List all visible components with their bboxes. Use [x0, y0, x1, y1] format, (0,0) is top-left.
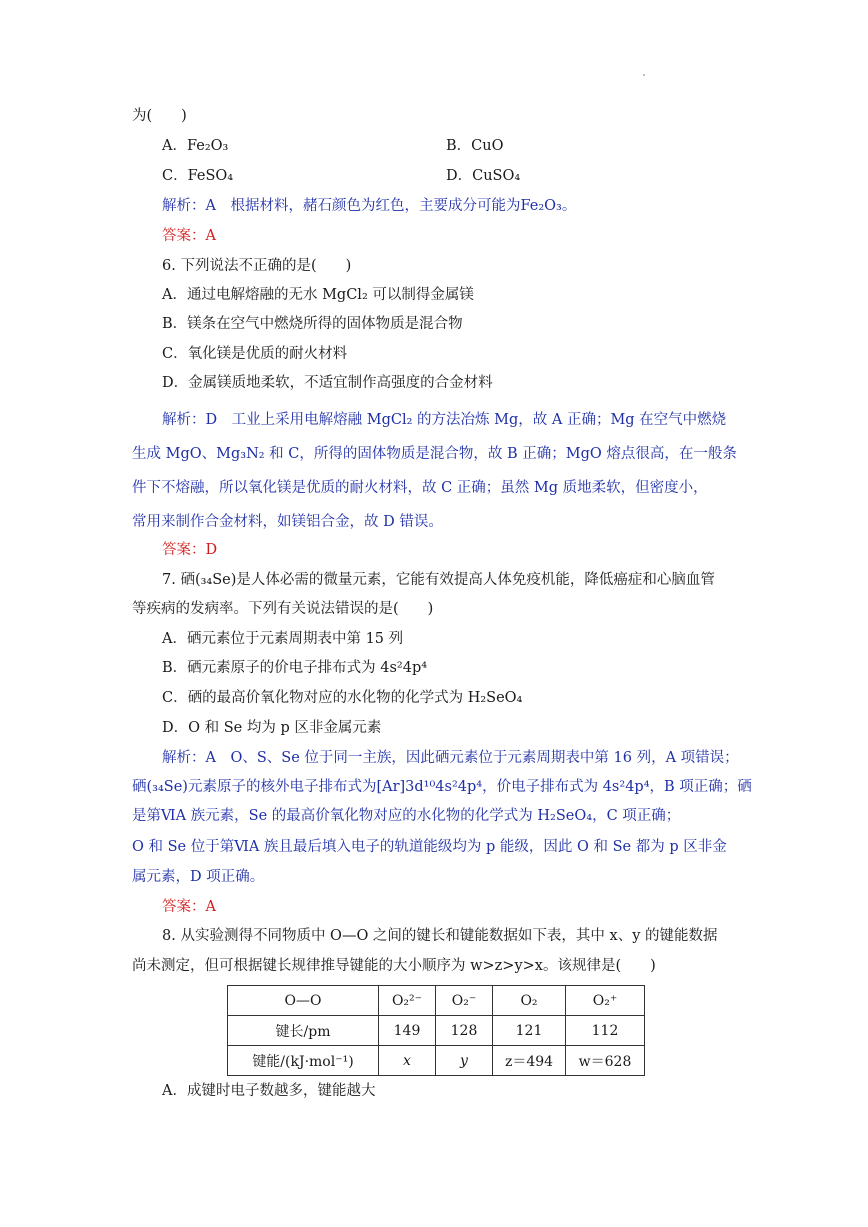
- table-cell: 键长/pm: [228, 1016, 379, 1046]
- q5-answer: 答案：A: [162, 228, 216, 244]
- q5-option-a: A．Fe₂O₃: [162, 138, 229, 154]
- page-mark: [643, 74, 645, 76]
- q7-analysis-line-1: 解析：A O、S、Se 位于同一主族，因此硒元素位于元素周期表中第 16 列，A 项错误；: [162, 750, 739, 766]
- table-cell: w＝628: [566, 1046, 645, 1076]
- table-cell: O—O: [228, 986, 379, 1016]
- q7-analysis-line-4: O 和 Se 位于第ⅥA 族且最后填入电子的轨道能级均为 p 能级，因此 O 和 Se 都为 p 区非金: [132, 839, 727, 855]
- table-cell: 112: [566, 1016, 645, 1046]
- q6-analysis-line-4: 常用来制作合金材料，如镁铝合金，故 D 错误。: [132, 514, 443, 530]
- q7-stem-line-2: 等疾病的发病率。下列有关说法错误的是( ): [132, 601, 434, 617]
- bond-data-table: [227, 985, 645, 1076]
- q6-analysis-line-3: 件下不熔融，所以氧化镁是优质的耐火材料，故 C 正确；虽然 Mg 质地柔软，但密度小，: [132, 480, 708, 496]
- q6-analysis-line-2: 生成 MgO、Mg₃N₂ 和 C，所得的固体物质是混合物，故 B 正确；MgO 熔点很高，在一般条: [132, 446, 737, 462]
- table-cell: 121: [493, 1016, 566, 1046]
- table-cell: O₂⁺: [566, 986, 645, 1016]
- q6-stem: 6. 下列说法不正确的是( ): [162, 258, 352, 274]
- q7-analysis-line-2: 硒(₃₄Se)元素原子的核外电子排布式为[Ar]3d¹⁰4s²4p⁴，价电子排布式为 4s²4p⁴，B 项正确；硒: [132, 779, 752, 795]
- q5-option-c: C．FeSO₄: [162, 168, 234, 184]
- q6-analysis-line-1: 解析：D 工业上采用电解熔融 MgCl₂ 的方法冶炼 Mg，故 A 正确；Mg 在空气中燃烧: [162, 412, 727, 428]
- table-cell: z＝494: [493, 1046, 566, 1076]
- q7-option-d: D．O 和 Se 均为 p 区非金属元素: [162, 720, 382, 736]
- q8-stem-line-1: 8. 从实验测得不同物质中 O—O 之间的键长和键能数据如下表，其中 x、y 的键能数据: [162, 928, 718, 944]
- q7-answer: 答案：A: [162, 899, 216, 915]
- table-cell: 149: [379, 1016, 436, 1046]
- table-cell: O₂²⁻: [379, 986, 436, 1016]
- table-cell: 128: [436, 1016, 493, 1046]
- q6-option-a: A．通过电解熔融的无水 MgCl₂ 可以制得金属镁: [162, 287, 474, 303]
- q6-option-b: B．镁条在空气中燃烧所得的固体物质是混合物: [162, 316, 463, 332]
- table-header-row: [228, 986, 645, 1016]
- table-cell: x: [379, 1046, 436, 1076]
- table-cell: O₂⁻: [436, 986, 493, 1016]
- q7-option-b: B．硒元素原子的价电子排布式为 4s²4p⁴: [162, 660, 428, 676]
- q5-analysis: 解析：A 根据材料，赭石颜色为红色，主要成分可能为Fe₂O₃。: [162, 198, 577, 214]
- table-row: [228, 1046, 645, 1076]
- q7-option-a: A．硒元素位于元素周期表中第 15 列: [162, 631, 404, 647]
- q6-option-c: C．氧化镁是优质的耐火材料: [162, 346, 348, 362]
- q5-option-d: D．CuSO₄: [446, 168, 521, 184]
- q7-option-c: C．硒的最高价氧化物对应的水化物的化学式为 H₂SeO₄: [162, 690, 523, 706]
- table-cell: O₂: [493, 986, 566, 1016]
- q5-option-b: B．CuO: [446, 138, 504, 154]
- q5-stem-tail: 为( ): [132, 108, 187, 124]
- q7-analysis-line-3: 是第ⅥA 族元素，Se 的最高价氧化物对应的水化物的化学式为 H₂SeO₄，C 项正确；: [132, 808, 681, 824]
- q6-option-d: D．金属镁质地柔软，不适宜制作高强度的合金材料: [162, 375, 493, 391]
- table-cell: 键能/(kJ·mol⁻¹): [228, 1046, 379, 1076]
- table-row: [228, 1016, 645, 1046]
- q7-analysis-line-5: 属元素，D 项正确。: [132, 869, 265, 885]
- q8-option-a: A．成键时电子数越多，键能越大: [162, 1083, 376, 1099]
- q6-answer: 答案：D: [162, 542, 218, 558]
- q8-stem-line-2: 尚未测定，但可根据键长规律推导键能的大小顺序为 w>z>y>x。该规律是( ): [132, 958, 656, 974]
- table-cell: y: [436, 1046, 493, 1076]
- q7-stem-line-1: 7. 硒(₃₄Se)是人体必需的微量元素，它能有效提高人体免疫机能，降低癌症和心脑血管: [162, 572, 715, 588]
